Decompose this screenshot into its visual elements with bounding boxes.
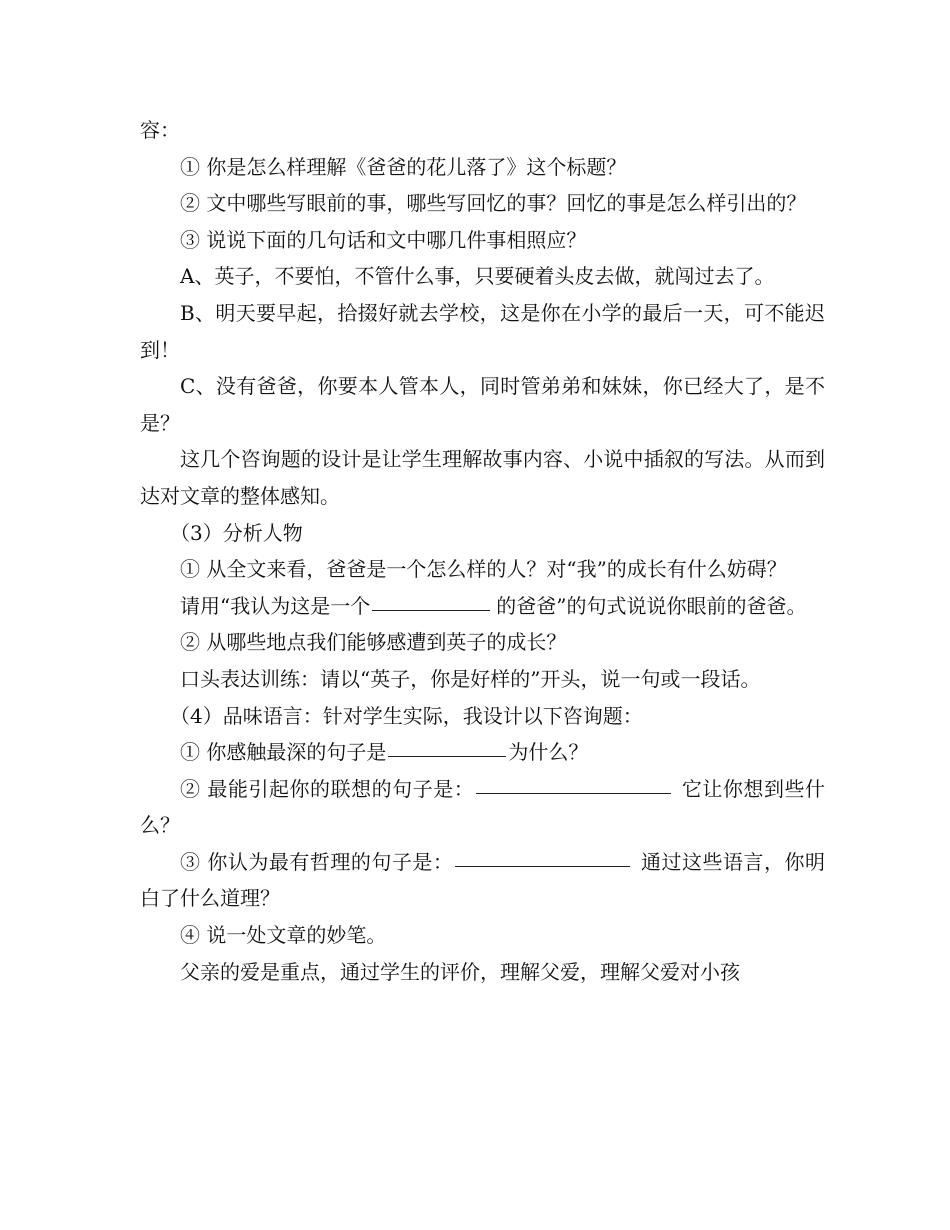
paragraph-continuation: 容： [140,118,180,142]
document-page [140,112,825,990]
paragraph-fathers-love: 父亲的爱是重点，通过学生的评价，理解父爱，理解父爱对小孩 [180,959,740,984]
question-philosophy-sentence [140,844,825,917]
question-wonderful-writing: ④ 说一处文章的妙笔。 [180,923,387,948]
question-title-meaning: ① 你是怎么样理解《爸爸的花儿落了》这个标题？ [180,154,627,179]
fill-in-blank [476,792,671,794]
prompt-part-2: 的爸爸”的句式说说你眼前的爸爸。 [496,593,807,618]
question-part-2: 为什么？ [508,740,589,765]
question-part-1: ① 你感触最深的句子是 [180,740,387,765]
fill-in-blank [455,865,630,867]
section-heading-analyze-characters: （3）分析人物 [170,520,303,545]
design-explanation: 这几个咨询题的设计是让学生理解故事内容、小说中插叙的写法。从而到达对文章的整体感知。 [140,447,825,508]
quote-c: C、没有爸爸，你要本人管本人，同时管弟弟和妹妹，你已经大了，是不是？ [140,374,825,435]
quote-b: B、明天要早起，拾掇好就去学校，这是你在小学的最后一天，可不能迟到！ [140,300,825,362]
fill-in-blank [372,609,490,611]
question-part-1: ③ 你认为最有哲理的句子是： [180,849,454,874]
question-part-1: ② 最能引起你的联想的句子是： [180,776,475,801]
question-echo-sentences: ③ 说说下面的几句话和文中哪几件事相照应？ [180,227,587,252]
question-father-character: ① 从全文来看，爸爸是一个怎么样的人？对“我”的成长有什么妨碍？ [180,557,787,582]
question-yingzi-growth: ② 从哪些地点我们能够感遭到英子的成长？ [180,630,567,655]
oral-training: 口头表达训练：请以“英子，你是好样的”开头，说一句或一段话。 [180,666,761,691]
question-deepest-sentence [140,734,825,771]
question-part-2: 通过这些语言，你明白了什么道理？ [140,849,826,911]
fill-in-blank [388,755,506,757]
question-part-2: 它让你想到些什么？ [140,776,826,838]
question-association-sentence [140,771,825,844]
section-heading-language: （4）品味语言：针对学生实际，我设计以下咨询题： [170,703,643,728]
prompt-part-1: 请用“我认为这是一个 [180,593,371,618]
question-present-vs-memory: ② 文中哪些写眼前的事，哪些写回忆的事？回忆的事是怎么样引出的？ [180,191,807,216]
sentence-pattern-prompt [140,588,825,625]
quote-a: A、英子，不要怕，不管什么事，只要硬着头皮去做，就闯过去了。 [180,264,775,289]
